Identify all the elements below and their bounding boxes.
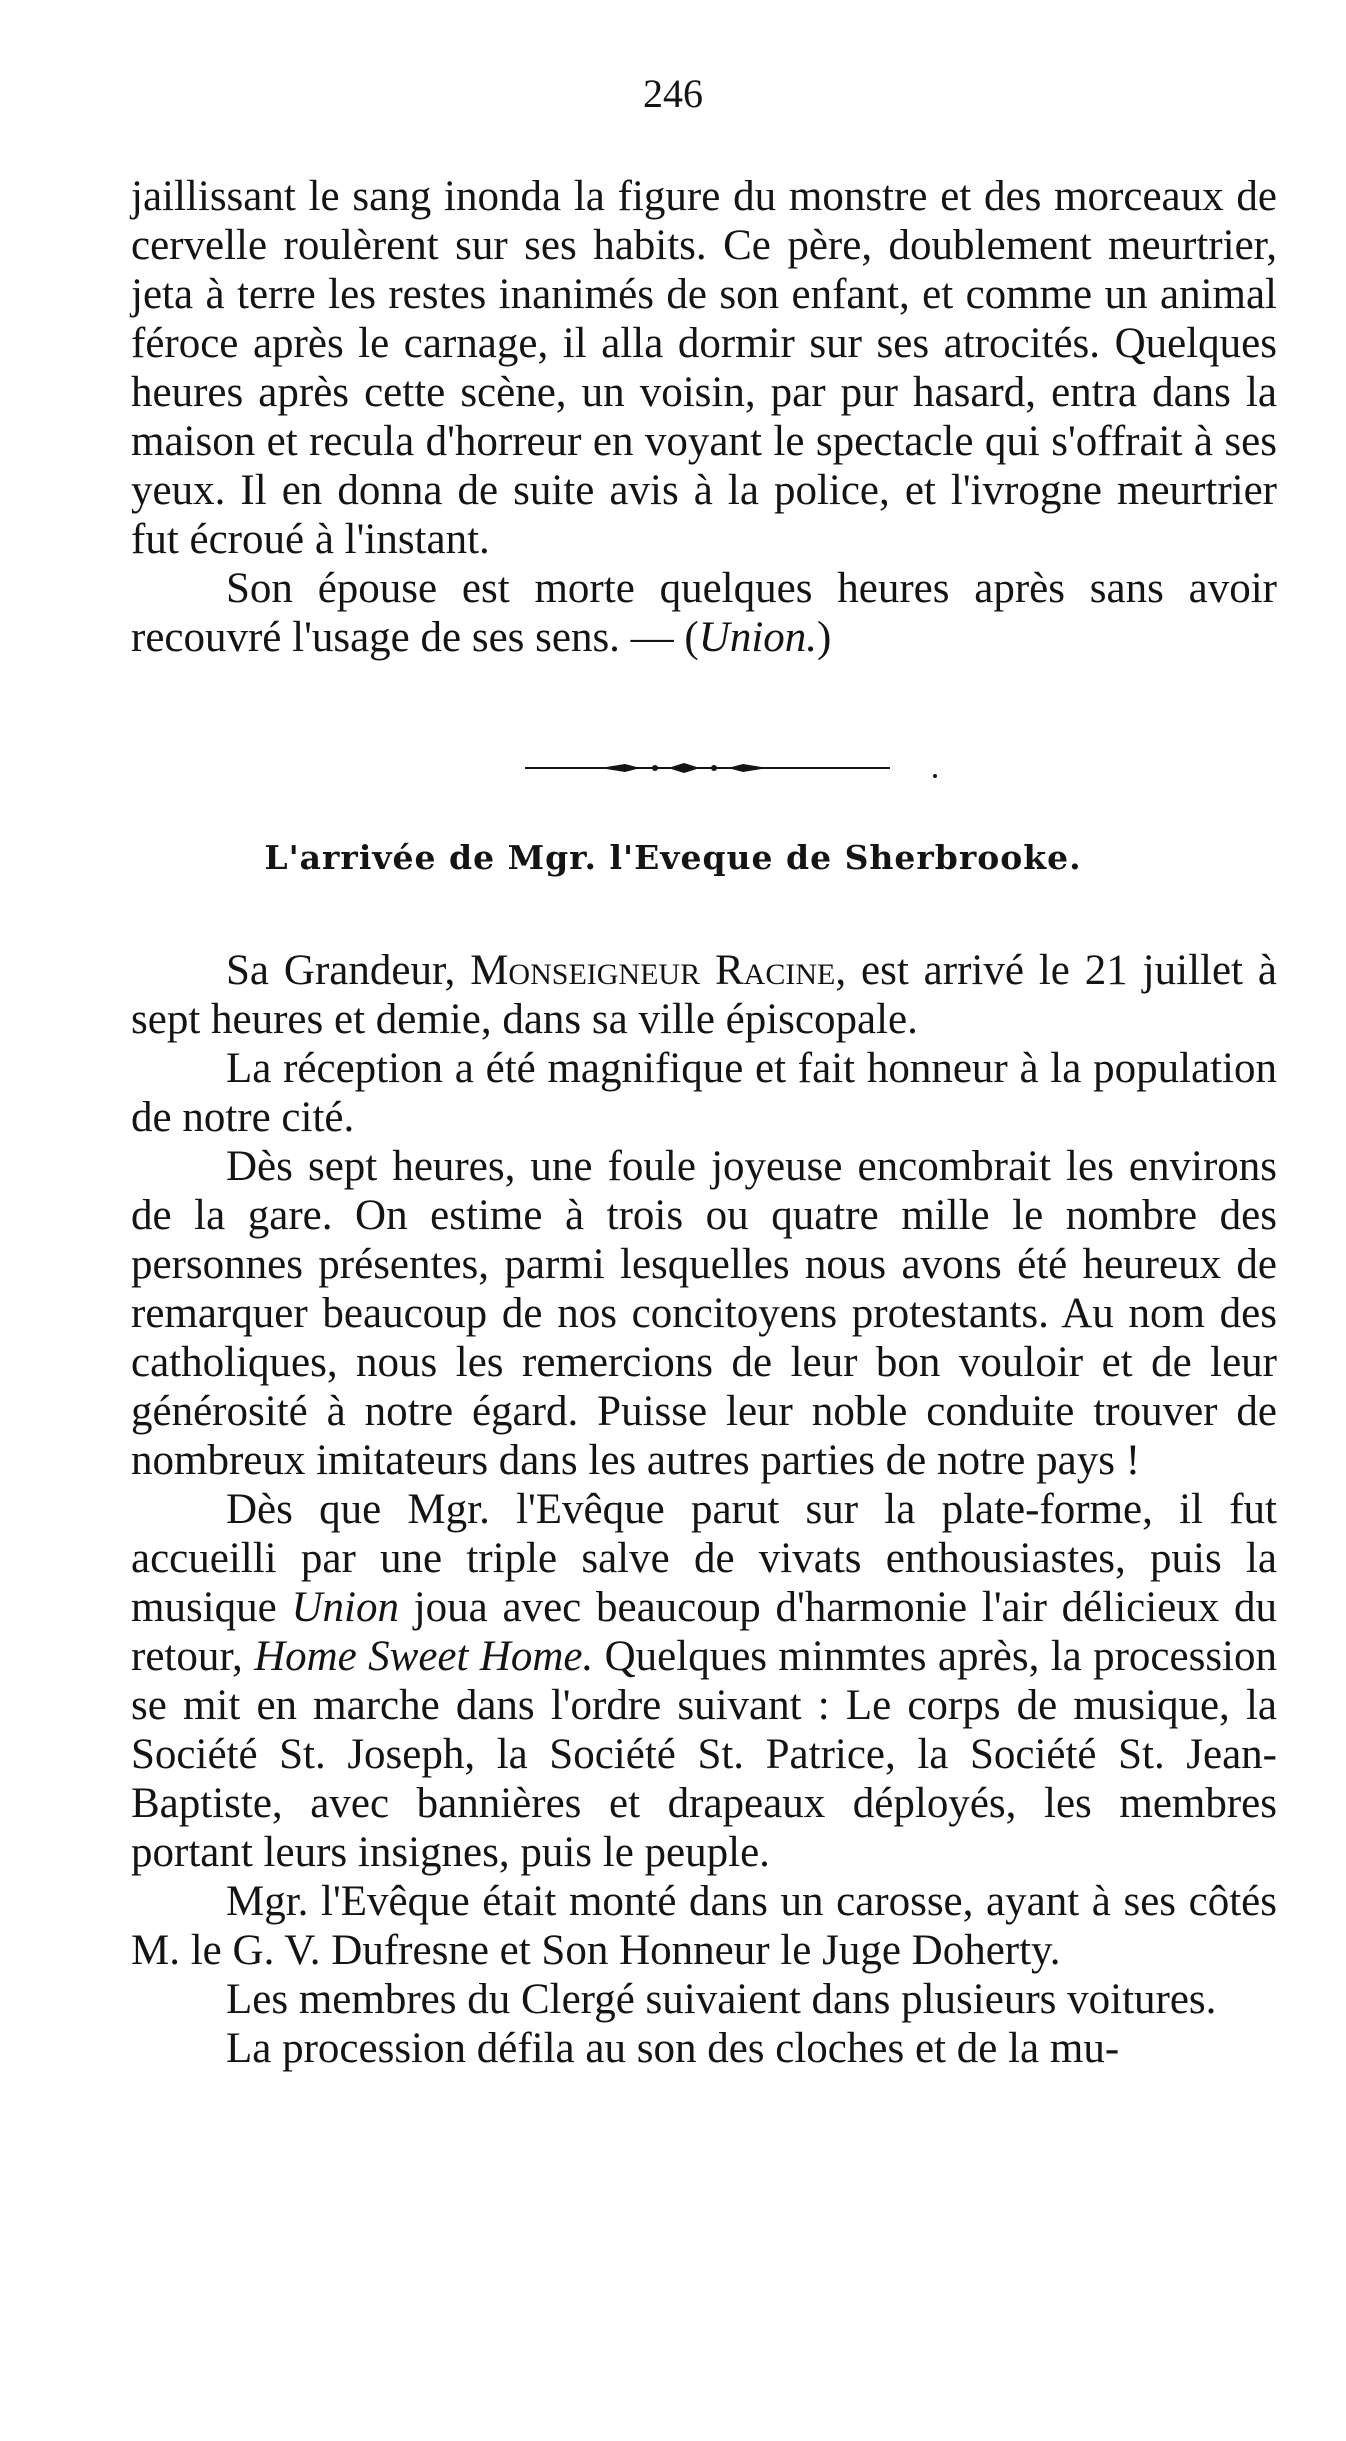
paragraph: Dès sept heures, une foule joyeuse encombrait les environs de la gare. On estime à trois ou quatre mille le nombre des personnes présentes, parmi lesquelles nous avons été heureux de remarquer beaucoup de nos concitoyens protestants. Au nom des catholiques, nous les remercions de leur bon vouloir et de leur générosité à notre égard. Puisse leur noble conduite trouver de nombreux imitateurs dans les autres parties de notre pays ! [131, 1143, 1277, 1484]
bishop-name: Monseigneur Racine [470, 947, 836, 994]
paragraph [131, 1485, 1277, 1877]
paragraph-text: joua avec beaucoup d'harmonie l'air délicieux du retour, [131, 1584, 1277, 1680]
section-title: L'arrivée de Mgr. l'Eveque de Sherbrooke. [264, 838, 1082, 877]
closing-paren: ) [817, 614, 832, 661]
article-continuation [131, 172, 1277, 662]
paragraph-text: Dès que Mgr. l'Evêque parut sur la plate-forme, il fut accueilli par une triple salve de vivats enthousiastes, puis la musique [131, 1486, 1277, 1631]
article-body [131, 946, 1277, 2073]
paragraph-with-source [131, 564, 1277, 662]
paragraph: La procession défila au son des cloches et de la mu- [226, 2025, 1120, 2072]
paragraph-text: Sa Grandeur, [226, 947, 471, 994]
band-name: Union [291, 1584, 399, 1631]
paragraph: Les membres du Clergé suivaient dans plusieurs voitures. [226, 1976, 1217, 2023]
paragraph-text: Quelques minmtes après, la procession se mit en marche dans l'ordre suivant : Le corps de musique, la Société St. Joseph, la Société St. Patrice, la Société St. Jean-Baptiste, avec bannières et drapeaux déployés, les membres portant leurs insignes, puis le peuple. [131, 1633, 1277, 1876]
paragraph: La réception a été magnifique et fait honneur à la population de notre cité. [131, 1045, 1277, 1141]
paragraph-text: , est arrivé le 21 juillet à sept heures et demie, dans sa ville épiscopale. [131, 947, 1277, 1043]
page-number: 246 [643, 71, 703, 116]
paragraph: jaillissant le sang inonda la figure du monstre et des morceaux de cervelle roulèrent sur ses habits. Ce père, doublement meurtrier, jeta à terre les restes inanimés de son enfant, et comme un animal féroce après le carnage, il alla dormir sur ses atrocités. Quelques heures après cette scène, un voisin, par pur hasard, entra dans la maison et recula d'horreur en voyant le spectacle qui s'offrait à ses yeux. Il en donna de suite avis à la police, et l'ivrogne meurtrier fut écroué à l'instant. [131, 173, 1277, 563]
ornament-divider [0, 756, 1346, 780]
paragraph-text: Son épouse est morte quelques heures après sans avoir recouvré l'usage de ses sens. — ( [131, 565, 1277, 661]
paragraph: Mgr. l'Evêque était monté dans un carosse, ayant à ses côtés M. le G. V. Dufresne et Son Honneur le Juge Doherty. [131, 1878, 1277, 1974]
source-citation: Union. [698, 614, 818, 661]
paragraph [131, 946, 1277, 1044]
song-title: Home Sweet Home. [254, 1633, 594, 1680]
